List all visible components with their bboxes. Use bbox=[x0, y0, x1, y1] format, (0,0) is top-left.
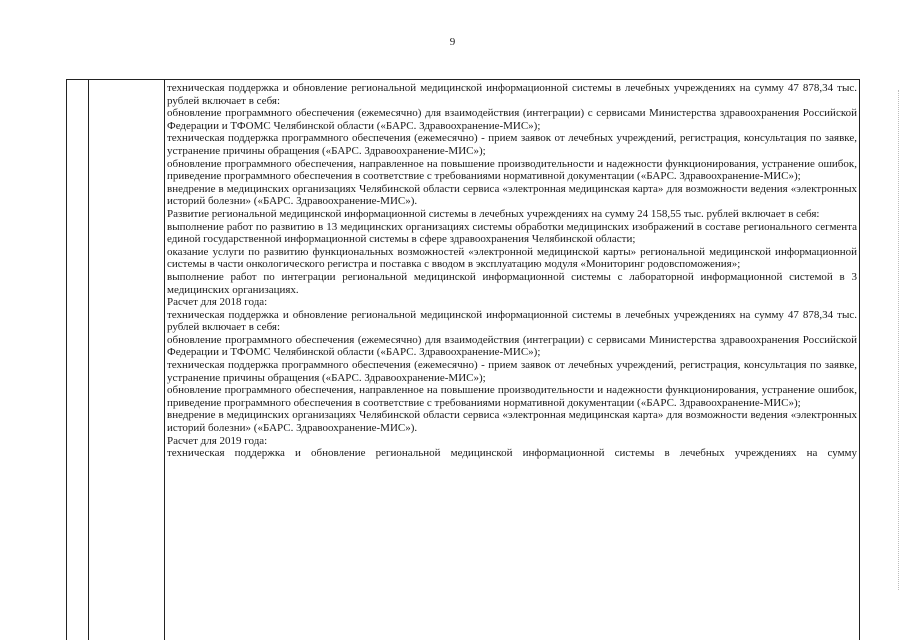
paragraph: обновление программного обеспечения (ежемесячно) для взаимодействия (интеграции) с сервисами Министерства здравоохранения Российской Федерации и ТФОМС Челябинской области («БАРС. Здравоохранение-МИС»); bbox=[167, 333, 857, 359]
paragraph: внедрение в медицинских организациях Челябинской области сервиса «электронная медицинская карта» для возможности ведения «электронных историй болезни» («БАРС. Здравоохранение-МИС»). bbox=[167, 409, 857, 435]
table-cell-description bbox=[167, 82, 857, 460]
document-table bbox=[66, 79, 860, 640]
page-number: 9 bbox=[449, 36, 456, 48]
paragraph: техническая поддержка и обновление региональной медицинской информационной системы в лечебных учреждениях на сумму 47 878,34 тыс. рублей включает в себя: bbox=[167, 308, 857, 334]
paragraph: техническая поддержка программного обеспечения (ежемесячно) - прием заявок от лечебных учреждений, регистрация, консультация по заявке, устранение причины обращения («БАРС. Здравоохранение-МИС»); bbox=[167, 359, 857, 384]
paragraph: выполнение работ по развитию в 13 медицинских организациях системы обработки медицинских изображений в составе регионального сегмента единой государственной информационной системы в сфере здравоохранения Челябинской области; bbox=[167, 220, 857, 246]
paragraph: техническая поддержка программного обеспечения (ежемесячно) - прием заявок от лечебных учреждений, регистрация, консультация по заявке, устранение причины обращения («БАРС. Здравоохранение-МИС»); bbox=[167, 132, 857, 157]
scan-edge-marks bbox=[895, 90, 899, 590]
section-heading: Расчет для 2019 года: bbox=[167, 434, 268, 447]
paragraph: выполнение работ по интеграции региональной медицинской информационной системы с лабораторной информационной системой в 3 медицинских организациях. bbox=[167, 270, 857, 296]
paragraph: обновление программного обеспечения, направленное на повышение производительности и надежности функционирования, устранение ошибок, приведение программного обеспечения в соответствие с требованиями нормативной документации («БАРС. Здравоохранение-МИС»); bbox=[167, 384, 857, 409]
paragraph: оказание услуги по развитию функциональных возможностей «электронной медицинской карты» региональной медицинской информационной системы в части онкологического регистра и поставка с вводом в эксплуатацию модуля «Мониторинг родовспоможения»; bbox=[167, 245, 857, 271]
paragraph: обновление программного обеспечения (ежемесячно) для взаимодействия (интеграции) с сервисами Министерства здравоохранения Российской Федерации и ТФОМС Челябинской области («БАРС. Здравоохранение-МИС»); bbox=[167, 107, 857, 132]
paragraph: техническая поддержка и обновление региональной медицинской информационной системы в лечебных учреждениях на сумму 47 878,34 тыс. рублей включает в себя: bbox=[167, 82, 857, 107]
table-column-number bbox=[67, 80, 89, 640]
paragraph: внедрение в медицинских организациях Челябинской области сервиса «электронная медицинская карта» для возможности ведения «электронных историй болезни» («БАРС. Здравоохранение-МИС»). bbox=[167, 182, 857, 208]
section-heading: Расчет для 2018 года: bbox=[167, 296, 268, 309]
paragraph: техническая поддержка и обновление региональной медицинской информационной системы в лечебных учреждениях на сумму bbox=[167, 447, 857, 460]
table-column-name bbox=[88, 80, 165, 640]
paragraph: Развитие региональной медицинской информационной системы в лечебных учреждениях на сумму 24 158,55 тыс. рублей включает в себя: bbox=[167, 207, 820, 220]
paragraph: обновление программного обеспечения, направленное на повышение производительности и надежности функционирования, устранение ошибок, приведение программного обеспечения в соответствие с требованиями нормативной документации («БАРС. Здравоохранение-МИС»); bbox=[167, 157, 857, 183]
